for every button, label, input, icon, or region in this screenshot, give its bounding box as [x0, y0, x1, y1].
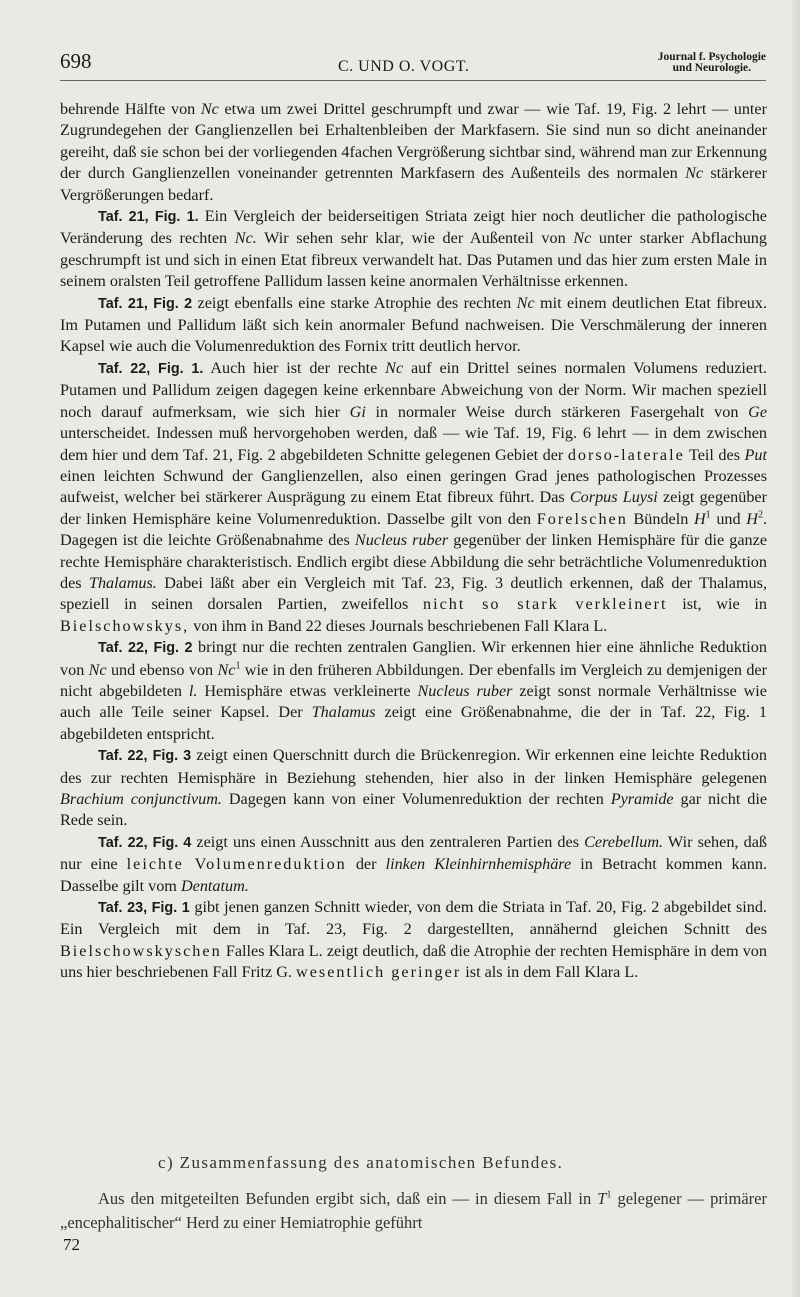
paragraph-0: behrende Hälfte von Nc etwa um zwei Drittel geschrumpft und zwar — wie Taf. 19, Fig. 2 lehrt — unter Zugrundegehen der Ganglienzellen bei Erhaltenbleiben der Markfasern. Sie sind nun so dicht aneinander gereiht, daß sie schon bei der vorliegenden 4fachen Vergrößerung sichtbar sind, während man zur Erkennung der durch Ganglienzellen voneinander getrennten Markfasern des Außenteils des normalen Nc stärkerer Vergrößerungen bedarf. — [60, 100, 767, 204]
running-head: C. UND O. VOGT. — [338, 58, 470, 75]
page-number: 698 — [60, 49, 92, 73]
closing-paragraph — [60, 1187, 767, 1235]
figure-reference: Taf. 22, Fig. 1. — [98, 360, 204, 377]
figure-reference: Taf. 21, Fig. 2 — [98, 295, 193, 312]
paragraph-taf22-fig4: Taf. 22, Fig. 4 zeigt uns einen Ausschnitt aus den zentraleren Partien des Cerebellum. Wir sehen, daß nur eine leichte Volumenreduktion der linken Kleinhirnhemisphäre in Betracht kommen kann. Dasselbe gilt vom Dentatum. — [60, 832, 768, 895]
paragraph-taf21-fig2: Taf. 21, Fig. 2 zeigt ebenfalls eine starke Atrophie des rechten Nc mit einem deutlichen Etat fibreux. Im Putamen und Pallidum läßt sich kein anormaler Befund nachweisen. Die Verschmälerung der inneren Kapsel wie auch die Volumenreduktion des Fornix tritt deutlich hervor. — [60, 293, 768, 356]
paragraph-summary: Aus den mitgeteilten Befunden ergibt sich, daß ein — in diesem Fall in $T^1$ gelegener — primärer „encephalitischer“ Herd zu einer Hemiatrophie geführt — [60, 1189, 767, 1232]
paragraph-taf23-fig1: Taf. 23, Fig. 1 gibt jenen ganzen Schnitt wieder, von dem die Striata in Taf. 20, Fig. 2 abgebildet sind. Ein Vergleich mit dem in Taf. 23, Fig. 2 dargestellten, annähernd gleichen Schnitt des Bielschowskyschen Falles Klara L. zeigt deutlich, daß die Atrophie der rechten Hemisphäre in dem von uns hier beschriebenen Fall Fritz G. wesentlich geringer ist als in dem Fall Klara L. — [60, 898, 767, 982]
journal-title-line2: und Neurologie. — [672, 62, 752, 74]
page-edge-shadow — [790, 0, 800, 1297]
section-heading: c) Zusammenfassung des anatomischen Befundes. — [158, 1153, 564, 1172]
figure-reference: Taf. 22, Fig. 3 — [98, 748, 192, 765]
figure-reference: Taf. 21, Fig. 1. — [98, 209, 199, 226]
body-text — [60, 99, 767, 984]
journal-title — [658, 52, 766, 74]
header-rule — [60, 80, 766, 81]
paragraph-taf22-fig1: Taf. 22, Fig. 1. Auch hier ist der rechte Nc auf ein Drittel seines normalen Volumens reduziert. Putamen und Pallidum zeigen dagegen keine erkennbare Abweichung von der Norm. Wir machen speziell noch darauf aufmerksam, wie sich hier Gi in normaler Weise durch stärkeren Fasergehalt von Ge unterscheidet. Indessen muß hervorgehoben werden, daß — wie Taf. 19, Fig. 6 lehrt — in dem zwischen dem hier und dem Taf. 21, Fig. 2 abgebildeten Schnitte gelegenen Gebiet der dorso-laterale Teil des Put einen leichten Schwund der Ganglienzellen, also einen geringen Grad jenes pathologischen Prozesses aufweist, welcher bei stärkerer Ausprägung zu einem Etat fibreux führt. Das Corpus Luysi zeigt gegenüber der linken Hemisphäre keine Volumenreduktion. Dasselbe gilt von den Forelschen Bündeln $H^1$ und $H^2$. Dagegen ist die leichte Größenabnahme des Nucleus ruber gegenüber der linken Hemisphäre für die ganze rechte Hemisphäre charakteristisch. Endlich ergibt diese Abbildung die sehr beträchtliche Volumenreduktion des Thalamus. Dabei läßt aber ein Vergleich mit Taf. 23, Fig. 3 deutlich erkennen, daß der Thalamus, speziell in seinen dorsalen Partien, zweifellos nicht so stark verkleinert ist, wie in Bielschowskys, von ihm in Band 22 dieses Journals beschriebenen Fall Klara L. — [60, 358, 768, 635]
journal-title-line1: Journal f. Psychologie — [657, 51, 766, 63]
signature-mark: 72 — [63, 1235, 80, 1254]
figure-reference: Taf. 23, Fig. 1 — [98, 900, 190, 917]
figure-reference: Taf. 22, Fig. 4 — [98, 834, 192, 851]
page-header — [60, 46, 766, 82]
paragraph-taf22-fig3: Taf. 22, Fig. 3 zeigt einen Querschnitt durch die Brückenregion. Wir erkennen eine leichte Reduktion des zur rechten Hemisphäre in Beziehung stehenden, hier also in der linken Hemisphäre gelegenen Brachium conjunctivum. Dagegen kann von einer Volumenreduktion der rechten Pyramide gar nicht die Rede sein. — [60, 746, 768, 830]
paragraph-taf21-fig1: Taf. 21, Fig. 1. Ein Vergleich der beiderseitigen Striata zeigt hier noch deutlicher die pathologische Veränderung des rechten Nc. Wir sehen sehr klar, wie der Außenteil von Nc unter starker Abflachung geschrumpft ist und sich in einen Etat fibreux verwandelt hat. Das Putamen und das hier zum ersten Male in seinem oralsten Teil getroffene Pallidum lassen keine anormalen Verhältnisse erkennen. — [60, 207, 767, 291]
figure-reference: Taf. 22, Fig. 2 — [98, 640, 193, 657]
paragraph-taf22-fig2: Taf. 22, Fig. 2 bringt nur die rechten zentralen Ganglien. Wir erkennen hier eine ähnliche Reduktion von Nc und ebenso von Nc$^1$ wie in den früheren Abbildungen. Der ebenfalls im Vergleich zu demjenigen der nicht abgebildeten l. Hemisphäre etwas verkleinerte Nucleus ruber zeigt sonst normale Verhältnisse wie auch alle Teile seiner Kapsel. Der Thalamus zeigt eine Größenabnahme, die der in Taf. 22, Fig. 1 abgebildeten entspricht. — [60, 638, 767, 743]
